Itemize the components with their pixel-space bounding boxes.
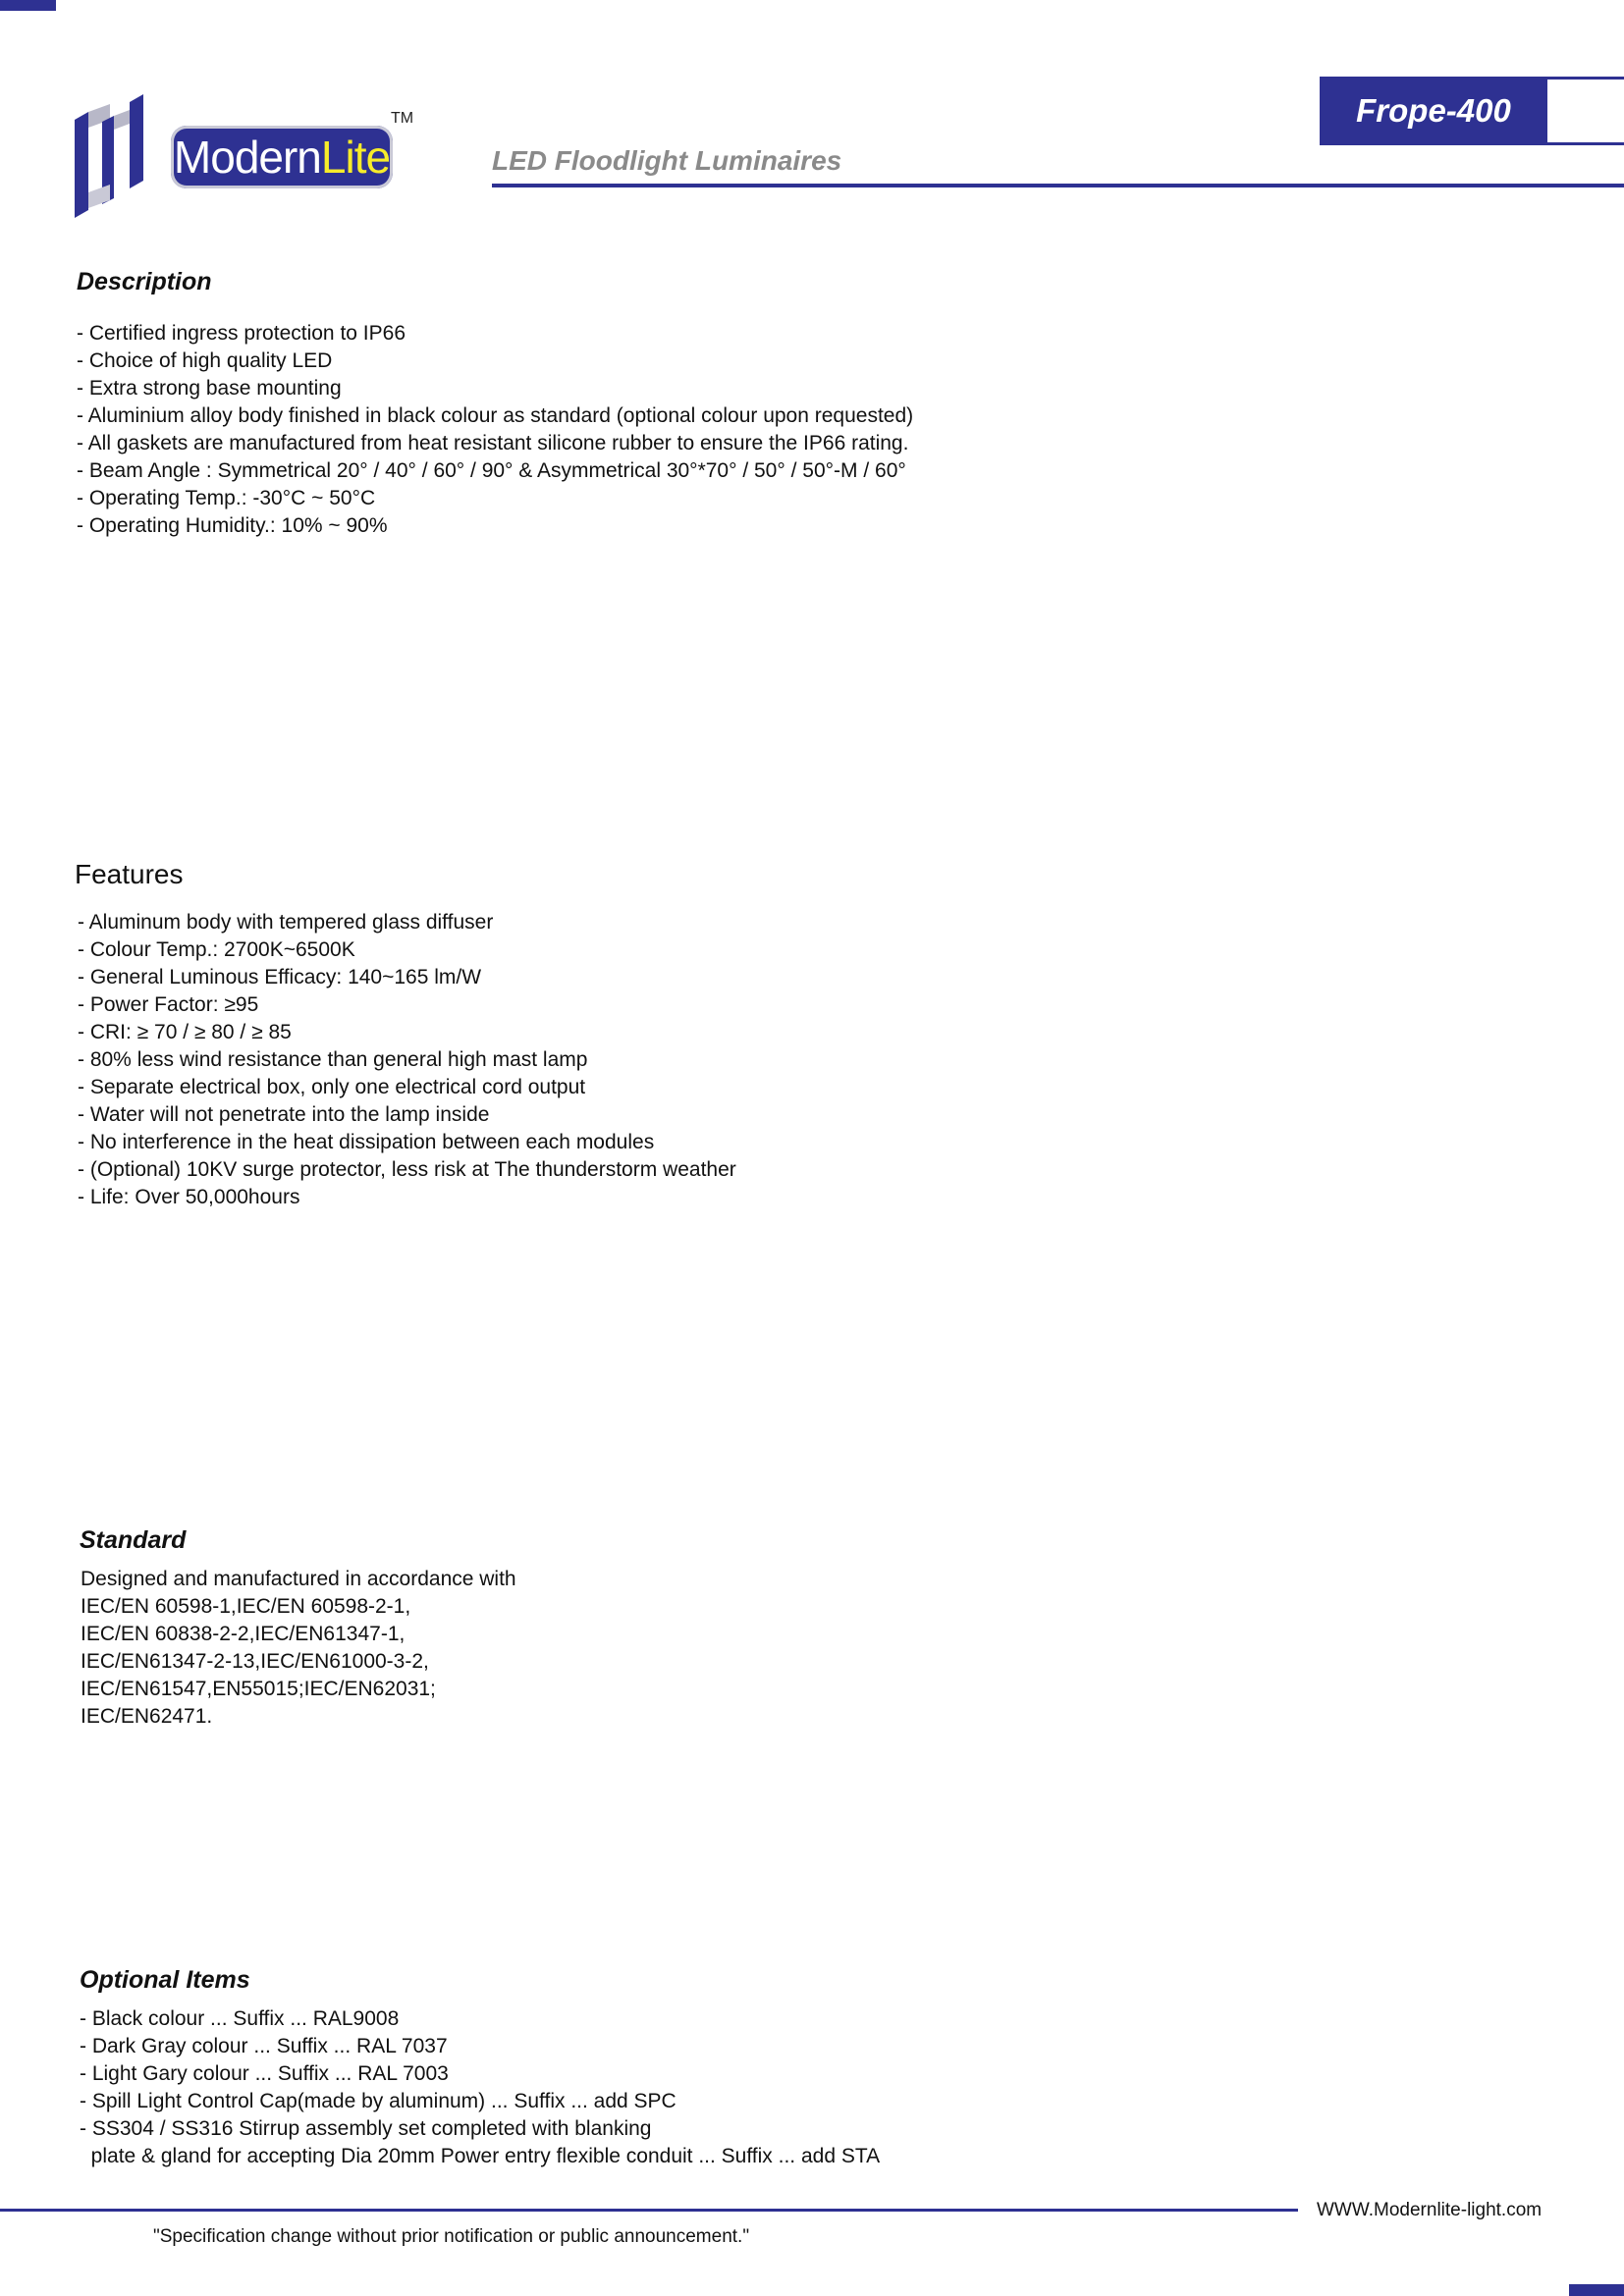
header-divider bbox=[492, 184, 1624, 187]
standard-line: IEC/EN 60598-1,IEC/EN 60598-2-1, bbox=[81, 1595, 411, 1618]
list-item: - Water will not penetrate into the lamp inside bbox=[78, 1103, 490, 1126]
list-item: plate & gland for accepting Dia 20mm Power entry flexible conduit ... Suffix ... add STA bbox=[80, 2145, 881, 2167]
model-box-outline bbox=[1547, 77, 1624, 145]
model-name-box bbox=[1320, 77, 1547, 145]
standard-heading: Standard bbox=[80, 1526, 187, 1554]
list-item: - SS304 / SS316 Stirrup assembly set completed with blanking bbox=[80, 2117, 652, 2140]
standard-line: IEC/EN61547,EN55015;IEC/EN62031; bbox=[81, 1678, 436, 1700]
list-item: - Operating Temp.: -30°C ~ 50°C bbox=[77, 487, 376, 509]
optional-items-list bbox=[80, 2005, 880, 2170]
features-list bbox=[78, 909, 736, 1211]
list-item: - Beam Angle : Symmetrical 20° / 40° / 60° / 90° & Asymmetrical 30°*70° / 50° / 50°-M / 60° bbox=[77, 459, 906, 482]
list-item: - General Luminous Efficacy: 140~165 lm/W bbox=[78, 966, 482, 988]
list-item: - 80% less wind resistance than general high mast lamp bbox=[78, 1048, 588, 1071]
list-item: - (Optional) 10KV surge protector, less risk at The thunderstorm weather bbox=[78, 1158, 736, 1181]
list-item: - Spill Light Control Cap(made by aluminum) ... Suffix ... add SPC bbox=[80, 2090, 677, 2112]
list-item: - CRI: ≥ 70 / ≥ 80 / ≥ 85 bbox=[78, 1021, 292, 1043]
list-item: - Life: Over 50,000hours bbox=[78, 1186, 300, 1208]
list-item: - Power Factor: ≥95 bbox=[78, 993, 259, 1016]
list-item: - No interference in the heat dissipation between each modules bbox=[78, 1131, 655, 1153]
standard-line: IEC/EN61347-2-13,IEC/EN61000-3-2, bbox=[81, 1650, 429, 1673]
corner-accent-top-left bbox=[0, 0, 56, 11]
trademark-symbol: TM bbox=[391, 110, 414, 127]
list-item: - All gaskets are manufactured from heat resistant silicone rubber to ensure the IP66 rating. bbox=[77, 432, 909, 454]
product-subtitle: LED Floodlight Luminaires bbox=[492, 145, 842, 176]
list-item: - Certified ingress protection to IP66 bbox=[77, 322, 406, 345]
standard-line: IEC/EN 60838-2-2,IEC/EN61347-1, bbox=[81, 1623, 406, 1645]
list-item: - Colour Temp.: 2700K~6500K bbox=[78, 938, 355, 961]
standard-text bbox=[81, 1566, 516, 1731]
corner-accent-bottom-right bbox=[1569, 2284, 1624, 2296]
list-item: - Separate electrical box, only one electrical cord output bbox=[78, 1076, 586, 1098]
list-item: - Dark Gray colour ... Suffix ... RAL 7037 bbox=[80, 2035, 448, 2057]
logo-brand-modern: Modern bbox=[173, 132, 321, 183]
features-heading: Features bbox=[75, 859, 184, 889]
modernlite-logo bbox=[75, 94, 428, 218]
logo-bars-icon bbox=[75, 94, 165, 218]
list-item: - Aluminum body with tempered glass diffuser bbox=[78, 911, 494, 934]
specification-disclaimer: "Specification change without prior notification or public announcement." bbox=[153, 2226, 750, 2247]
list-item: - Light Gary colour ... Suffix ... RAL 7003 bbox=[80, 2062, 449, 2085]
list-item: - Choice of high quality LED bbox=[77, 349, 333, 372]
footer-divider bbox=[0, 2209, 1298, 2212]
logo-brand-lite: Lite bbox=[320, 132, 391, 183]
list-item: - Extra strong base mounting bbox=[77, 377, 342, 400]
list-item: - Aluminium alloy body finished in black colour as standard (optional colour upon requested) bbox=[77, 404, 914, 427]
list-item: - Operating Humidity.: 10% ~ 90% bbox=[77, 514, 388, 537]
list-item: - Black colour ... Suffix ... RAL9008 bbox=[80, 2007, 400, 2030]
website-link[interactable]: WWW.Modernlite-light.com bbox=[1317, 2200, 1543, 2220]
standard-line: IEC/EN62471. bbox=[81, 1705, 213, 1728]
model-name: Frope-400 bbox=[1356, 92, 1511, 129]
description-list bbox=[77, 320, 913, 540]
description-heading: Description bbox=[77, 268, 212, 295]
optional-items-heading: Optional Items bbox=[80, 1966, 250, 1994]
standard-line: Designed and manufactured in accordance with bbox=[81, 1568, 516, 1590]
logo-wordmark bbox=[171, 126, 393, 188]
